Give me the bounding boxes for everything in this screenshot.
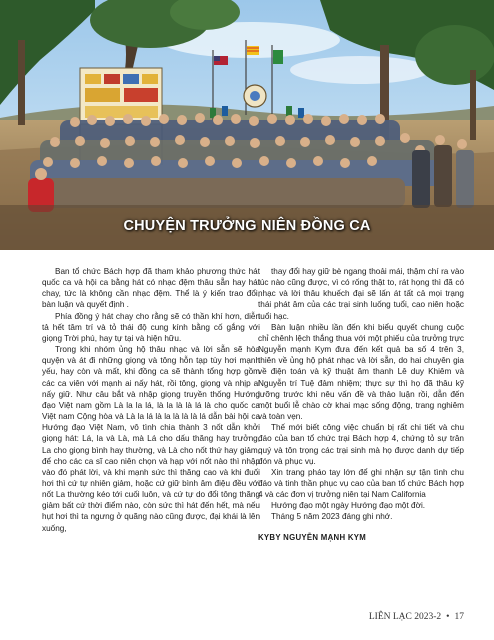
author-signature: KYBY NGUYỄN MẠNH KYM bbox=[258, 532, 367, 542]
paragraph: thay đổi hay giữ bè ngang thoải mái, thậm chí ra vào lúc nào cũng được, vì có rống thật to, rát họng thì đã có nhạc và lời thâu khuếch đại sẽ lấn át tất cả mọi trạng thái phát âm của các trại sinh luống tuổi, cao niên hoặc tuổi hạc. bbox=[258, 267, 464, 321]
paragraph: Ban tổ chức Bách hợp đã tham khảo phương thức hát quốc ca và hội ca bằng hát có nhạc đệm thâu sẵn hay hát chay, tức là không cần nhạc đệm. Thể là ý kiến trao đổi, bàn luận và quyết định . bbox=[42, 267, 260, 310]
paragraph: Phía đồng ý hát chay cho rằng sẽ có thần khí hơn, diễn tả hết tâm trí và tỏ thái độ cung kính bằng cố gắng với giọng Trời phú, hay tự tại và hiện hữu. bbox=[42, 311, 260, 343]
paragraph: Trong khi nhóm ủng hộ thâu nhạc và lời sẵn sẽ hòa quyện và át đi những giọng và tông hỗn tạp tùy hơi mạnh yếu, hay còn và mất, khi đồng ca sẽ thành tổng hợp gồm các ca viên với mạnh ai nấy hát, rồi tông, giọng và nhịp ai nấy giữ. Như câu bắt và nhập giọng truyền thống Hướng đạo Việt nam gồm Là la la lá, là la là là lá là cho quốc ca Việt nam Cộng hòa và Là la lá là la là là là lá dẫn bài hội ca Hướng đạo Việt Nam, vô tình chia thành 3 nốt dẫn khởi giọng hát: Lá, la và Là, mà Lá cho dấu thăng hay trưởng, La cho giọng bình hay thường, và Là cho nốt thứ hay giảm, để cho các ca sĩ cao niên chọn và hạp với nốt nào thì nhập vào đó phát lời, và khi mạnh sức thì thăng cao và khi đuối hơi thì cứ tự nhiên giảm, hoặc cứ giữ bình âm điệu đều với nốt La thường kéo tới cuối luôn, và cứ tự do đổi tông thăng giảm bất cứ thời điểm nào, còn sức thì hát đến hết, mà nếu hụt hơi thì ta ngưng ở quãng nào cũng được, đại khái là lên xuống, bbox=[42, 345, 260, 533]
paragraph: Hướng đạo một ngày Hướng đạo một đời. bbox=[271, 501, 426, 511]
paragraph: Bàn luận nhiều lần đến khi biểu quyết chung cuộc chỉ chênh lệch thắng thua với một phiếu của trưởng trực Nguyễn mạnh Kym đưa đến kết quả ba số 4 trên 3, thiên về ủng hộ phát nhạc và lời sẵn, do hai chuyên gia về điện toán và kỹ thuật âm thanh Lê duy Khiêm và Nguyễn trí Tuệ đảm nhiệm; thực sự thì họ đã thâu kỹ lưỡng trước khi nêu vấn đề và thảo luận rồi, dẫn đến một buổi lễ chào cờ khai mạc sống động, trang nghiêm và toàn vẹn. bbox=[258, 322, 464, 422]
group-photo bbox=[0, 0, 494, 250]
page-number: 17 bbox=[454, 612, 464, 622]
paragraph: Tháng 5 năm 2023 đáng ghi nhớ. bbox=[271, 512, 393, 522]
footer-separator: • bbox=[446, 612, 450, 622]
article-column-right bbox=[258, 266, 464, 543]
article-title: CHUYỆN TRƯỞNG NIÊN ĐỒNG CA bbox=[123, 218, 371, 234]
group-photo-illustration bbox=[0, 0, 494, 250]
article-column-left bbox=[42, 266, 260, 534]
paragraph: Thế mới biết công việc chuẩn bị rất chi tiết và chu đáo của ban tổ chức trại Bách hợp 4, chứng tỏ sự trân quý và tôn trọng các trại sinh mà họ được danh dự tiếp đón và phục vụ. bbox=[258, 423, 464, 466]
page-footer bbox=[369, 612, 464, 622]
publication-name: LIÊN LẠC 2023-2 bbox=[368, 612, 442, 622]
paragraph: Xin trang pháo tay lớn để ghi nhận sự tận tình chu đáo và tinh thần phục vụ cao của ban tổ chức Bách hợp 4 và các đơn vị trưởng niên tại Nam California bbox=[258, 467, 464, 500]
